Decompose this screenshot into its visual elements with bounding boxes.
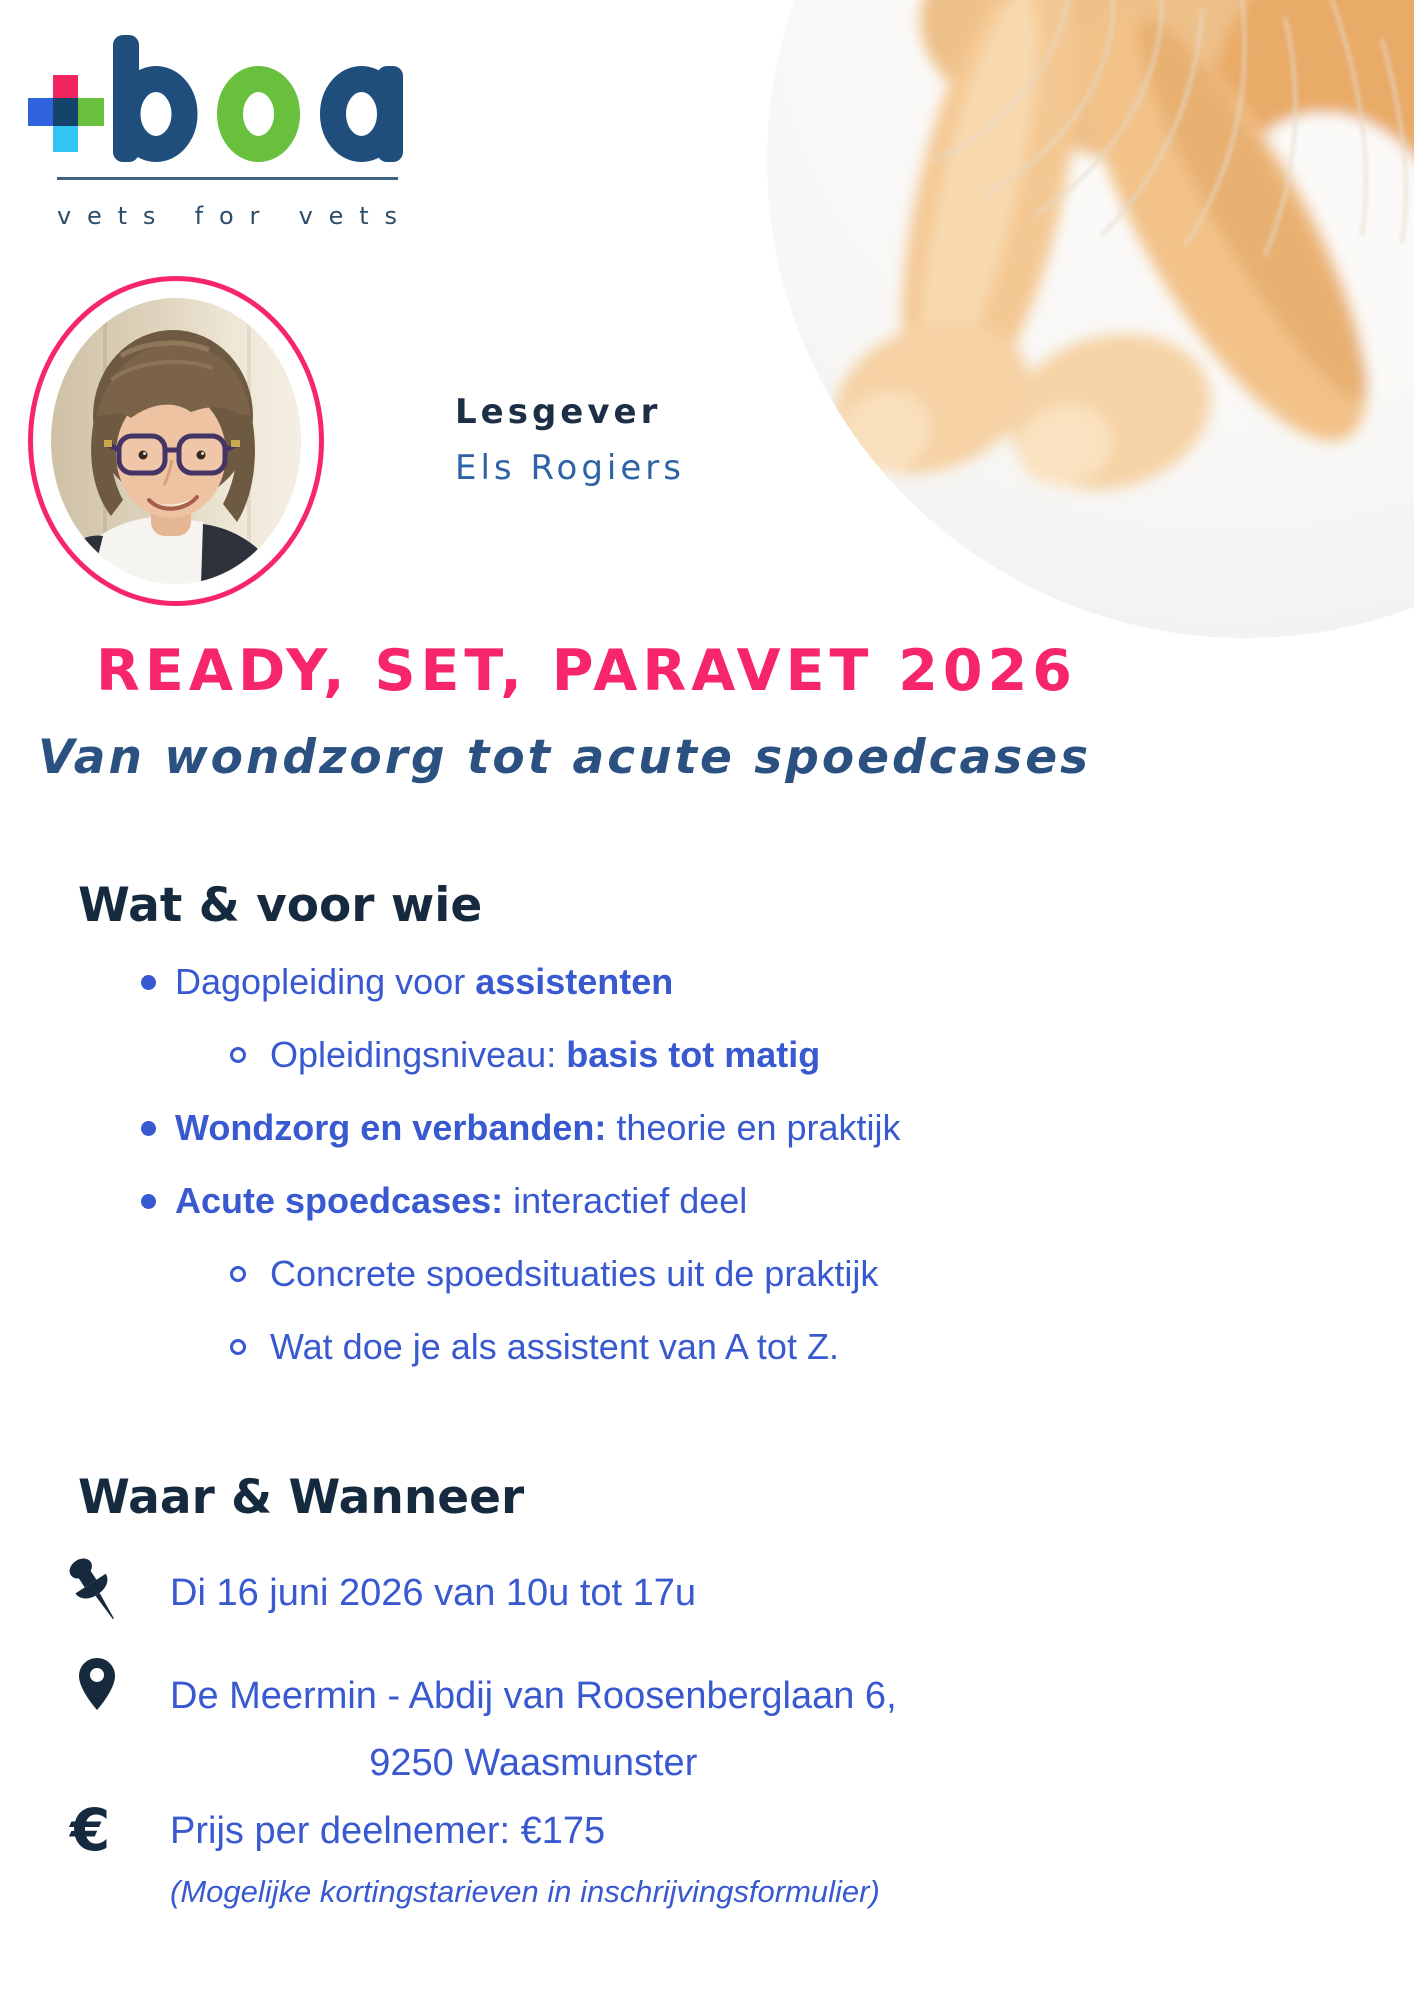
- what-list: [141, 962, 1341, 1400]
- discount-note: (Mogelijke kortingstarieven in inschrijvingsformulier): [170, 1874, 880, 1909]
- page-title: READY, SET, PARAVET 2026: [96, 638, 1077, 704]
- cat-paws-photo: [640, 0, 1414, 660]
- list-item-text: Concrete spoedsituaties uit de praktijk: [270, 1253, 879, 1294]
- section-heading-what: Wat & voor wie: [78, 878, 483, 933]
- list-item: [141, 1327, 1341, 1367]
- where-row-text: Di 16 juni 2026 van 10u tot 17u: [170, 1572, 697, 1614]
- bullet-circle-icon: [230, 1266, 246, 1282]
- where-row: [170, 1572, 696, 1615]
- list-item-text: Wondzorg en verbanden: theorie en praktijk: [175, 1107, 901, 1148]
- euro-icon: €: [70, 1796, 111, 1864]
- list-item-text: Dagopleiding voor assistenten: [175, 961, 674, 1002]
- list-item-text: Wat doe je als assistent van A tot Z.: [270, 1326, 839, 1367]
- where-row: [170, 1810, 880, 1910]
- page-subtitle: Van wondzorg tot acute spoedcases: [38, 730, 1092, 785]
- logo-tagline: vets for vets: [57, 202, 397, 230]
- instructor-label: Lesgever: [455, 392, 662, 432]
- where-row: [170, 1663, 897, 1797]
- instructor-name: Els Rogiers: [455, 448, 685, 488]
- instructor-photo: [51, 298, 301, 584]
- instructor-portrait: [28, 276, 324, 606]
- bullet-circle-icon: [230, 1047, 246, 1063]
- location-pin-icon: [79, 1658, 115, 1718]
- bullet-dot-icon: [141, 1194, 156, 1209]
- bullet-dot-icon: [141, 975, 156, 990]
- boa-logo: [28, 28, 410, 238]
- where-row-text: Prijs per deelnemer: €175: [170, 1810, 606, 1852]
- bullet-circle-icon: [230, 1339, 246, 1355]
- list-item: [141, 1254, 1341, 1294]
- where-row-text: De Meermin - Abdij van Roosenberglaan 6, 9250 Waasmunster: [170, 1675, 897, 1784]
- list-item: [141, 1035, 1341, 1075]
- section-heading-where: Waar & Wanneer: [78, 1470, 525, 1525]
- list-item: [141, 1181, 1341, 1221]
- list-item: [141, 1108, 1341, 1148]
- pushpin-icon: [66, 1552, 126, 1644]
- boa-plus-icon: [28, 75, 104, 152]
- list-item-text: Acute spoedcases: interactief deel: [175, 1180, 748, 1221]
- list-item: [141, 962, 1341, 1002]
- bullet-dot-icon: [141, 1121, 156, 1136]
- list-item-text: Opleidingsniveau: basis tot matig: [270, 1034, 821, 1075]
